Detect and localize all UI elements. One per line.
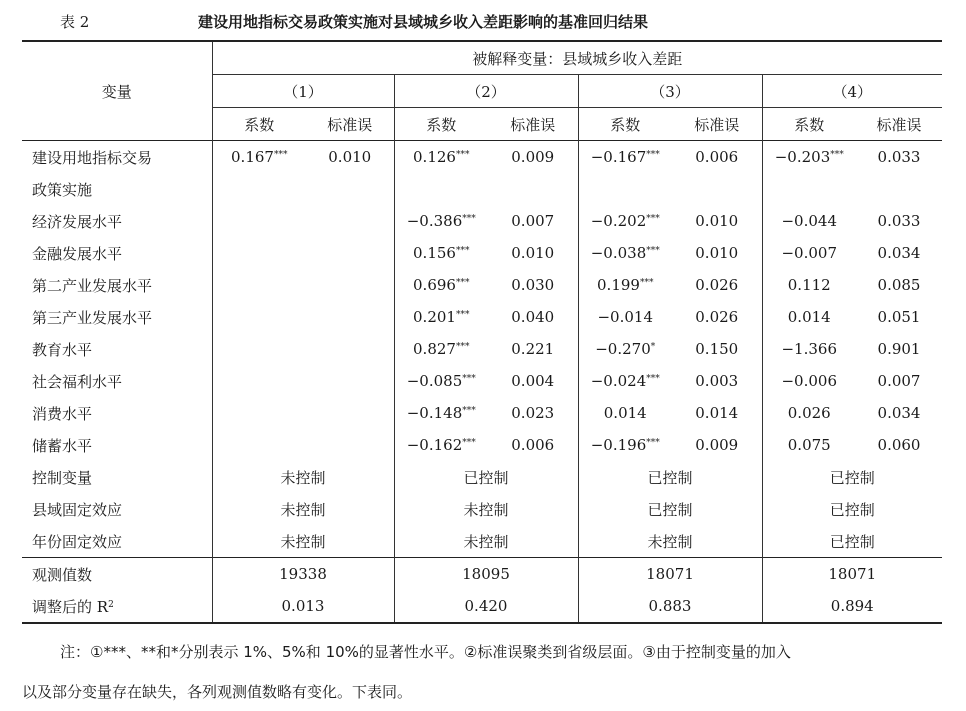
coef-cell — [394, 397, 488, 429]
se-cell — [672, 365, 762, 397]
control-status: 未控制 — [212, 493, 394, 525]
stat-superscript: 2 — [108, 599, 114, 610]
coef-header: 系数 — [578, 108, 672, 141]
cell-value: 0.156 — [413, 244, 456, 262]
se-cell — [856, 173, 942, 205]
cell-value: 0.030 — [511, 276, 555, 294]
se-cell — [306, 333, 394, 365]
se-cell — [856, 397, 942, 429]
coef-header: 系数 — [762, 108, 856, 141]
coef-header: 系数 — [394, 108, 488, 141]
se-cell — [856, 301, 942, 333]
coef-cell — [762, 301, 856, 333]
stat-name — [22, 590, 212, 623]
stat-label: 观测值数 — [32, 565, 93, 584]
table-title: 建设用地指标交易政策实施对县域城乡收入差距影响的基准回归结果 — [198, 13, 649, 31]
model-header: （4） — [762, 75, 942, 108]
coef-cell — [212, 333, 306, 365]
coef-cell — [578, 173, 672, 205]
coef-cell — [578, 205, 672, 237]
cell-value: 0.003 — [695, 372, 739, 390]
regression-table — [22, 40, 942, 624]
significance-stars: *** — [646, 438, 660, 448]
stat-value: 19338 — [212, 558, 394, 591]
se-header: 标准误 — [856, 108, 942, 141]
control-name: 年份固定效应 — [32, 532, 123, 551]
se-cell — [672, 205, 762, 237]
control-status: 未控制 — [212, 461, 394, 493]
cell-value: −0.203 — [774, 148, 831, 166]
control-status: 已控制 — [762, 525, 942, 558]
significance-stars: *** — [455, 278, 470, 288]
control-status: 已控制 — [394, 461, 578, 493]
cell-value: 0.126 — [413, 148, 456, 166]
table-row — [22, 269, 942, 301]
control-row — [22, 493, 942, 525]
variable-name: 经济发展水平 — [32, 212, 123, 231]
table-row — [22, 333, 942, 365]
significance-stars: *** — [830, 150, 844, 160]
significance-stars: *** — [273, 150, 288, 160]
control-name: 控制变量 — [32, 468, 93, 487]
coef-cell — [394, 173, 488, 205]
se-cell — [856, 237, 942, 269]
table-row — [22, 173, 942, 205]
cell-value: 0.033 — [877, 212, 921, 230]
coef-header: 系数 — [212, 108, 306, 141]
table-row — [22, 205, 942, 237]
dependent-variable-header: 被解释变量：县域城乡收入差距 — [212, 41, 942, 75]
coef-cell — [394, 141, 488, 174]
se-cell — [488, 269, 578, 301]
variable-name: 第二产业发展水平 — [32, 276, 153, 295]
cell-value: −0.270 — [595, 340, 651, 358]
coef-cell — [394, 365, 488, 397]
cell-value: 0.034 — [877, 404, 921, 422]
cell-value: −0.196 — [590, 436, 647, 454]
cell-value: 0.006 — [511, 436, 555, 454]
table-row — [22, 237, 942, 269]
cell-value: 0.901 — [877, 340, 921, 358]
variables-body — [22, 141, 942, 462]
variable-name: 金融发展水平 — [32, 244, 123, 263]
cell-value: 0.051 — [877, 308, 921, 326]
control-row — [22, 525, 942, 558]
coef-cell — [578, 429, 672, 461]
coef-cell — [212, 141, 306, 174]
coef-cell — [578, 237, 672, 269]
coef-cell — [212, 205, 306, 237]
coef-cell — [762, 205, 856, 237]
cell-value: −0.038 — [590, 244, 647, 262]
cell-value: −0.386 — [406, 212, 463, 230]
se-cell — [488, 365, 578, 397]
cell-value: 0.150 — [695, 340, 739, 358]
cell-value: −0.044 — [781, 212, 837, 230]
stat-value: 18071 — [762, 558, 942, 591]
significance-stars: *** — [455, 342, 470, 352]
significance-stars: *** — [462, 214, 476, 224]
coef-cell — [762, 237, 856, 269]
cell-value: 0.014 — [695, 404, 739, 422]
se-cell — [672, 429, 762, 461]
se-cell — [306, 429, 394, 461]
cell-value: 0.201 — [413, 308, 456, 326]
cell-value: 0.010 — [695, 212, 739, 230]
se-cell — [488, 301, 578, 333]
cell-value: 0.827 — [413, 340, 456, 358]
control-status: 未控制 — [578, 525, 762, 558]
stat-value: 18071 — [578, 558, 762, 591]
cell-value: −0.162 — [406, 436, 463, 454]
table-caption — [0, 9, 966, 33]
coef-cell — [212, 301, 306, 333]
se-header: 标准误 — [306, 108, 394, 141]
variable-name: 建设用地指标交易 — [22, 141, 212, 174]
cell-value: 0.010 — [328, 148, 372, 166]
significance-stars: *** — [455, 246, 470, 256]
se-cell — [672, 173, 762, 205]
model-header: （3） — [578, 75, 762, 108]
cell-value: 0.026 — [695, 276, 739, 294]
cell-value: 0.009 — [511, 148, 555, 166]
variable-name: 消费水平 — [32, 404, 93, 423]
coef-cell — [212, 365, 306, 397]
stat-row — [22, 590, 942, 623]
control-row — [22, 461, 942, 493]
cell-value: 0.199 — [597, 276, 640, 294]
se-cell — [672, 141, 762, 174]
se-cell — [306, 141, 394, 174]
model-header: （1） — [212, 75, 394, 108]
table-row — [22, 397, 942, 429]
se-cell — [672, 333, 762, 365]
significance-stars: *** — [462, 374, 476, 384]
coef-cell — [762, 269, 856, 301]
cell-value: 0.009 — [695, 436, 739, 454]
table-number: 表 2 — [60, 13, 90, 31]
cell-value: −0.148 — [406, 404, 463, 422]
se-cell — [672, 269, 762, 301]
table-row — [22, 429, 942, 461]
significance-stars: *** — [462, 438, 476, 448]
significance-stars: *** — [639, 278, 654, 288]
se-cell — [856, 205, 942, 237]
stat-value: 0.013 — [212, 590, 394, 623]
significance-stars: *** — [462, 406, 476, 416]
cell-value: −0.085 — [406, 372, 463, 390]
coef-cell — [578, 365, 672, 397]
coef-cell — [578, 141, 672, 174]
cell-value: −1.366 — [781, 340, 837, 358]
se-cell — [488, 141, 578, 174]
significance-stars: *** — [646, 214, 660, 224]
stat-row — [22, 558, 942, 591]
stat-name — [22, 558, 212, 591]
se-cell — [306, 173, 394, 205]
se-cell — [488, 173, 578, 205]
cell-value: 0.040 — [511, 308, 555, 326]
coef-cell — [578, 301, 672, 333]
control-status: 已控制 — [762, 493, 942, 525]
cell-value: 0.696 — [413, 276, 456, 294]
significance-stars: *** — [646, 246, 660, 256]
coef-cell — [394, 333, 488, 365]
cell-value: 0.034 — [877, 244, 921, 262]
se-cell — [488, 333, 578, 365]
variable-name: 社会福利水平 — [32, 372, 123, 391]
cell-value: −0.006 — [781, 372, 837, 390]
coef-cell — [212, 429, 306, 461]
control-name: 县域固定效应 — [32, 500, 123, 519]
variable-name: 储蓄水平 — [32, 436, 93, 455]
coef-cell — [394, 205, 488, 237]
se-cell — [488, 205, 578, 237]
se-cell — [672, 301, 762, 333]
se-header: 标准误 — [672, 108, 762, 141]
coef-cell — [394, 301, 488, 333]
coef-cell — [762, 397, 856, 429]
control-status: 未控制 — [394, 493, 578, 525]
table-row — [22, 365, 942, 397]
cell-value: 0.033 — [877, 148, 921, 166]
cell-value: 0.026 — [695, 308, 739, 326]
coef-cell — [578, 269, 672, 301]
coef-cell — [212, 237, 306, 269]
controls-body — [22, 461, 942, 558]
coef-cell — [762, 429, 856, 461]
control-status: 未控制 — [212, 525, 394, 558]
table-note-line2: 以及部分变量存在缺失，各列观测值数略有变化。下表同。 — [22, 683, 413, 701]
cell-value: 0.075 — [787, 436, 831, 454]
cell-value: 0.112 — [787, 276, 831, 294]
se-cell — [672, 397, 762, 429]
cell-value: 0.010 — [511, 244, 555, 262]
control-status: 未控制 — [394, 525, 578, 558]
coef-cell — [762, 365, 856, 397]
variable-header: 变量 — [22, 41, 212, 141]
coef-cell — [212, 173, 306, 205]
table-note-line1: 注：①***、**和*分别表示 1%、5%和 10%的显著性水平。②标准误聚类到省级层面。③由于控制变量的加入 — [60, 643, 791, 661]
control-status: 已控制 — [578, 461, 762, 493]
coef-cell — [212, 397, 306, 429]
coef-cell — [762, 333, 856, 365]
se-cell — [306, 365, 394, 397]
cell-value: −0.024 — [590, 372, 647, 390]
se-cell — [856, 333, 942, 365]
cell-value: 0.060 — [877, 436, 921, 454]
cell-value: 0.014 — [787, 308, 831, 326]
se-cell — [306, 397, 394, 429]
se-cell — [672, 237, 762, 269]
variable-name: 教育水平 — [32, 340, 93, 359]
significance-stars: *** — [646, 150, 660, 160]
cell-value: 0.007 — [511, 212, 555, 230]
cell-value: 0.007 — [877, 372, 921, 390]
cell-value: 0.014 — [603, 404, 647, 422]
cell-value: −0.007 — [781, 244, 837, 262]
table-row — [22, 301, 942, 333]
cell-value: 0.006 — [695, 148, 739, 166]
se-cell — [306, 237, 394, 269]
control-status: 已控制 — [762, 461, 942, 493]
se-cell — [856, 429, 942, 461]
table-header — [22, 41, 942, 141]
se-header: 标准误 — [488, 108, 578, 141]
control-status: 已控制 — [578, 493, 762, 525]
stat-value: 0.883 — [578, 590, 762, 623]
cell-value: 0.167 — [231, 148, 274, 166]
coef-cell — [394, 237, 488, 269]
coef-cell — [212, 269, 306, 301]
se-cell — [306, 301, 394, 333]
cell-value: 0.026 — [787, 404, 831, 422]
cell-value: 0.085 — [877, 276, 921, 294]
significance-stars: *** — [455, 150, 470, 160]
model-header: （2） — [394, 75, 578, 108]
se-cell — [856, 141, 942, 174]
coef-cell — [394, 269, 488, 301]
cell-value: 0.221 — [511, 340, 555, 358]
stat-value: 0.420 — [394, 590, 578, 623]
stat-value: 0.894 — [762, 590, 942, 623]
variable-name: 政策实施 — [32, 180, 93, 199]
cell-value: 0.023 — [511, 404, 555, 422]
variable-name: 第三产业发展水平 — [32, 308, 153, 327]
cell-value: 0.004 — [511, 372, 555, 390]
se-cell — [306, 269, 394, 301]
significance-stars: *** — [455, 310, 470, 320]
table-row — [22, 141, 942, 174]
se-cell — [488, 397, 578, 429]
coef-cell — [394, 429, 488, 461]
coef-cell — [578, 333, 672, 365]
significance-stars: * — [650, 342, 656, 352]
cell-value: 0.010 — [695, 244, 739, 262]
se-cell — [856, 269, 942, 301]
stats-body — [22, 558, 942, 624]
significance-stars: *** — [646, 374, 660, 384]
se-cell — [856, 365, 942, 397]
coef-cell — [578, 397, 672, 429]
stat-value: 18095 — [394, 558, 578, 591]
cell-value: −0.014 — [597, 308, 653, 326]
cell-value: −0.202 — [590, 212, 647, 230]
coef-cell — [762, 141, 856, 174]
se-cell — [488, 429, 578, 461]
coef-cell — [762, 173, 856, 205]
stat-label: 调整后的 R — [32, 597, 109, 616]
se-cell — [488, 237, 578, 269]
se-cell — [306, 205, 394, 237]
cell-value: −0.167 — [590, 148, 647, 166]
